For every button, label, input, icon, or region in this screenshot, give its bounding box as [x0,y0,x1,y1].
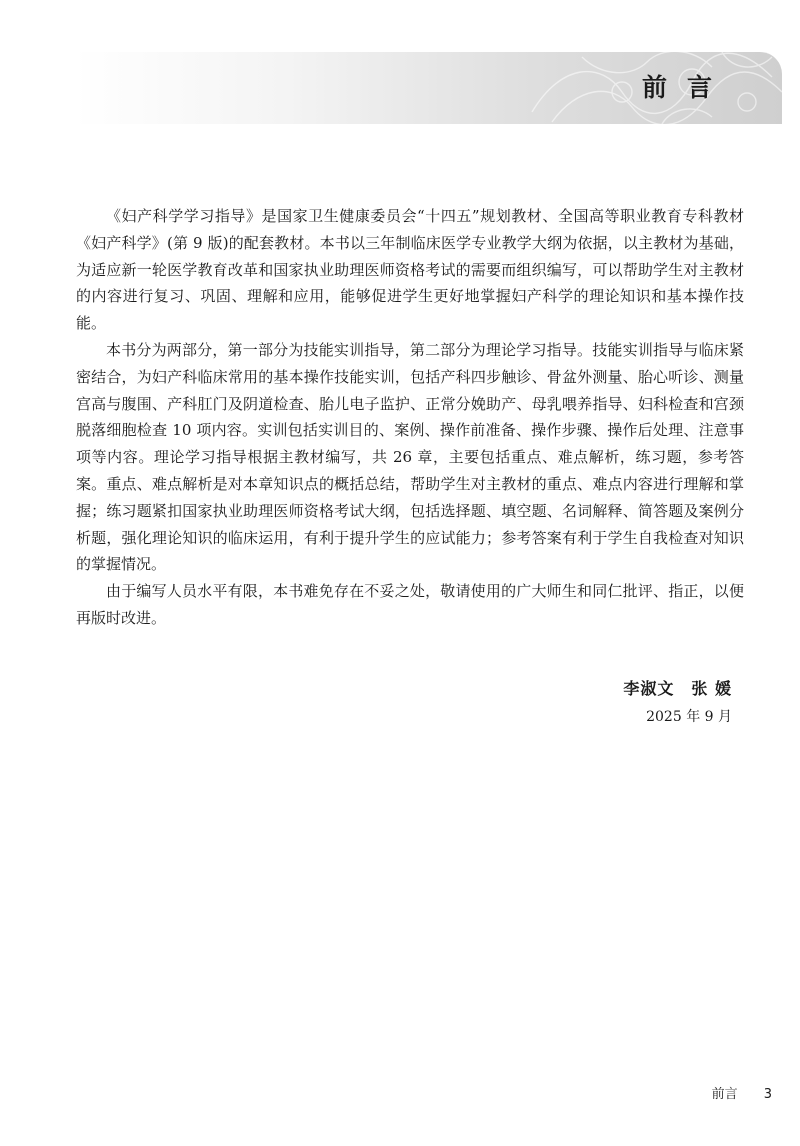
author-names: 李淑文 张 媛 [623,679,732,698]
running-head: 前言 [711,1087,738,1102]
page-title: 前言 [641,73,732,102]
signature-date: 2025 年 9 月 [646,709,732,725]
paragraph: 《妇产科学学习指导》是国家卫生健康委员会“十四五”规划教材、全国高等职业教育专科教材《妇产科学》(第 9 版)的配套教材。本书以三年制临床医学专业教学大纲为依据，以主教材为基础，为适应新一轮医学教育改革和国家执业助理医师资格考试的需要而组织编写，可以帮助学生对主教材的内容进行复习、巩固、理解和应用，能够促进学生更好地掌握妇产科学的理论知识和基本操作技能。 [76,207,744,333]
signature-block [623,678,732,727]
page-footer [712,1083,772,1102]
chapter-header-band [74,52,782,124]
paragraph: 本书分为两部分，第一部分为技能实训指导，第二部分为理论学习指导。技能实训指导与临床紧密结合，为妇产科临床常用的基本操作技能实训，包括产科四步触诊、骨盆外测量、胎心听诊、测量宫高与腹围、产科肛门及阴道检查、胎儿电子监护、正常分娩助产、母乳喂养指导、妇科检查和宫颈脱落细胞检查 10 项内容。实训包括实训目的、案例、操作前准备、操作步骤、操作后处理、注意事项等内容。理论学习指导根据主教材编写，共 26 章，主要包括重点、难点解析，练习题，参考答案。重点、难点解析是对本章知识点的概括总结，帮助学生对主教材的重点、难点内容进行理解和掌握；练习题紧扣国家执业助理医师资格考试大纲，包括选择题、填空题、名词解释、简答题及案例分析题，强化理论知识的临床运用，有利于提升学生的应试能力；参考答案有利于学生自我检查对知识的掌握情况。 [76,340,744,574]
paragraph: 由于编写人员水平有限，本书难免存在不妥之处，敬请使用的广大师生和同仁批评、指正，以便再版时改进。 [76,582,744,627]
preface-body [76,203,744,632]
page-number: 3 [763,1087,772,1102]
